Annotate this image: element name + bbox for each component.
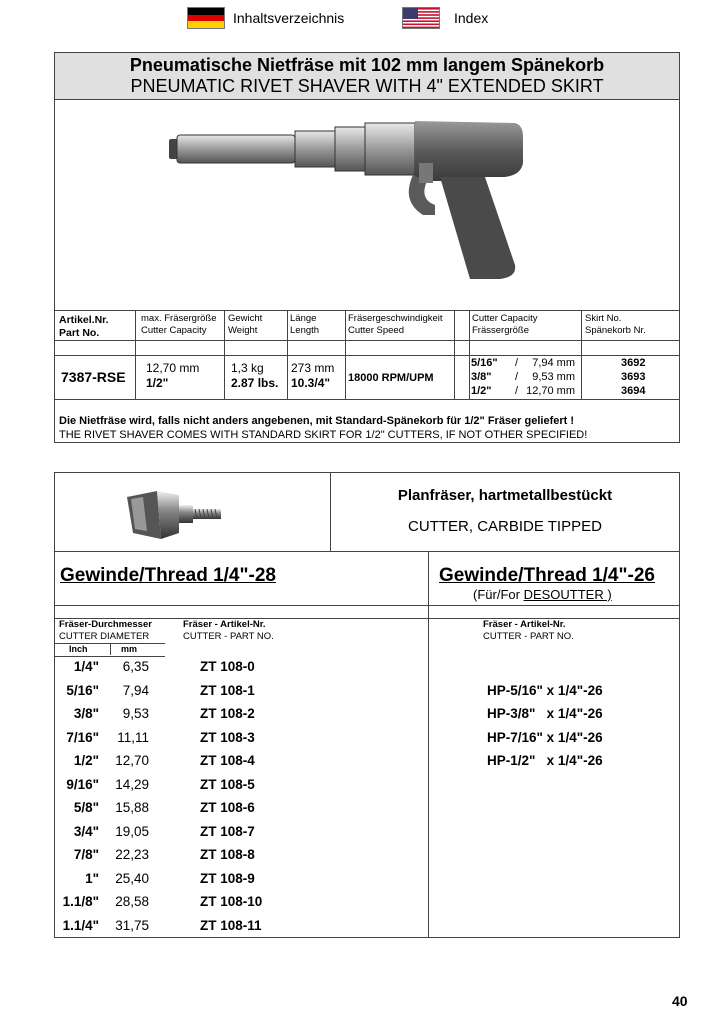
cutter-row: [55, 679, 679, 703]
cutter-inch: 1/2": [73, 753, 99, 768]
cutter-row: [55, 655, 679, 679]
cutter-part-number: ZT 108-7: [200, 823, 255, 839]
cutter-row: [55, 867, 679, 891]
cutter-inch: 1.1/4": [62, 917, 99, 933]
cutter-title-en: CUTTER, CARBIDE TIPPED: [408, 518, 602, 535]
header-part-en: Part No.: [59, 327, 100, 339]
skirt-number: 3694: [621, 385, 646, 397]
cutter-part-number: ZT 108-10: [200, 894, 263, 909]
desoutter-part-number: HP-1/2" x 1/4"-26: [487, 753, 603, 768]
cap-in: 1/2": [146, 376, 169, 390]
col-diam-en: CUTTER DIAMETER: [59, 631, 150, 642]
header-cap-en: Cutter Capacity: [141, 325, 207, 336]
capacity-mm: 12,70 mm: [526, 385, 575, 397]
capacity-inch: 1/2": [471, 385, 492, 397]
capacity-inch: 5/16": [471, 357, 498, 369]
cutter-part-number: ZT 108-1: [200, 682, 255, 698]
header-cap-de: max. Fräsergröße: [141, 313, 217, 324]
header-skirt-de: Spänekorb Nr.: [585, 325, 646, 336]
col-part-de: Fräser - Artikel-Nr.: [183, 619, 266, 630]
capacity-sep: /: [515, 371, 519, 383]
cutter-part-number: ZT 108-6: [200, 800, 255, 815]
cutter-inch: 9/16": [66, 776, 99, 792]
col-part-en: CUTTER - PART NO.: [183, 631, 274, 642]
weight-kg: 1,3 kg: [231, 361, 264, 375]
rivet-shaver-image: [165, 115, 525, 305]
cutter-inch: 3/4": [73, 823, 99, 839]
cutter-mm: 25,40: [115, 870, 149, 886]
header-length-de: Länge: [290, 313, 317, 324]
cutter-mm: 28,58: [115, 894, 149, 909]
capacity-row: [471, 384, 661, 398]
title-bar: [55, 53, 679, 100]
header-ccap-en: Cutter Capacity: [472, 313, 538, 324]
header-speed-en: Cutter Speed: [348, 325, 404, 336]
cutter-part-number: ZT 108-11: [200, 917, 262, 933]
toc-link[interactable]: Inhaltsverzeichnis: [233, 10, 345, 26]
header-length-en: Length: [290, 325, 320, 336]
cutter-part-number: ZT 108-9: [200, 870, 255, 886]
cutter-part-number: ZT 108-2: [200, 706, 255, 721]
skirt-number: 3693: [621, 371, 646, 383]
cutter-row: [55, 914, 679, 938]
rivet-shaver-panel: [54, 52, 680, 443]
cutter-row: [55, 890, 679, 914]
cutter-inch: 5/16": [66, 682, 99, 698]
cutter-row: [55, 702, 679, 726]
cutter-mm: 15,88: [115, 800, 149, 815]
cutter-title-de: Planfräser, hartmetallbestückt: [397, 487, 613, 504]
skirt-number: 3692: [621, 357, 646, 369]
cutter-mm: 7,94: [122, 682, 149, 698]
cutter-part-number: ZT 108-8: [200, 847, 255, 862]
cutter-mm: 9,53: [122, 706, 149, 721]
cutter-row: [55, 796, 679, 820]
cutter-part-number: ZT 108-5: [200, 776, 255, 792]
product-title-en: PNEUMATIC RIVET SHAVER WITH 4" EXTENDED SKIRT: [130, 76, 604, 96]
note-de: Die Nietfräse wird, falls nicht anders angebenen, mit Standard-Spänekorb für 1/2" Fräser geliefert !: [59, 415, 575, 427]
cutter-image: [123, 487, 233, 543]
desoutter-label: DESOUTTER ): [523, 587, 612, 602]
capacity-mm: 9,53 mm: [532, 371, 575, 383]
header-weight-en: Weight: [228, 325, 258, 336]
cutter-inch: 7/8": [73, 847, 99, 862]
us-flag-icon[interactable]: [402, 7, 440, 29]
cutter-speed: 18000 RPM/UPM: [348, 372, 434, 384]
cutter-mm: 31,75: [115, 917, 149, 933]
cutter-row: [55, 843, 679, 867]
unit-inch: Inch: [69, 644, 88, 654]
cutter-mm: 19,05: [115, 823, 149, 839]
cutter-inch: 1.1/8": [62, 894, 99, 909]
cutter-panel: [54, 472, 680, 938]
german-flag-icon[interactable]: [187, 7, 225, 29]
cutter-part-number: ZT 108-0: [200, 659, 255, 674]
cutter-mm: 6,35: [122, 659, 149, 674]
length-in: 10.3/4": [291, 376, 331, 390]
cutter-row: [55, 749, 679, 773]
col-diam-de: Fräser-Durchmesser: [59, 619, 152, 630]
cutter-row: [55, 726, 679, 750]
unit-mm: mm: [121, 644, 138, 654]
capacity-sep: /: [515, 385, 519, 397]
cutter-inch: 3/8": [73, 706, 99, 721]
capacity-sep: /: [515, 357, 519, 369]
desoutter-part-number: HP-7/16" x 1/4"-26: [487, 729, 603, 745]
header-skirt-en: Skirt No.: [585, 313, 622, 324]
part-number: 7387-RSE: [61, 369, 126, 385]
cutter-inch: 5/8": [73, 800, 99, 815]
note-en: THE RIVET SHAVER COMES WITH STANDARD SKIRT FOR 1/2" CUTTERS, IF NOT OTHER SPECIFIED!: [59, 429, 588, 441]
header-part-de: Artikel.Nr.: [59, 314, 109, 326]
header-speed-de: Fräsergeschwindigkeit: [348, 313, 443, 324]
col-part2-en: CUTTER - PART NO.: [483, 631, 574, 642]
desoutter-part-number: HP-3/8" x 1/4"-26: [487, 706, 603, 721]
desoutter-part-number: HP-5/16" x 1/4"-26: [487, 682, 603, 698]
header-weight-de: Gewicht: [228, 313, 263, 324]
header-ccap-de: Frässergröße: [472, 325, 530, 336]
col-part2-de: Fräser - Artikel-Nr.: [483, 619, 566, 630]
cap-mm: 12,70 mm: [146, 361, 200, 375]
right-thread-heading: Gewinde/Thread 1/4"-26: [439, 565, 655, 586]
capacity-inch: 3/8": [471, 371, 492, 383]
capacity-row: [471, 356, 661, 370]
weight-lbs: 2.87 lbs.: [231, 376, 279, 390]
product-title-de: Pneumatische Nietfräse mit 102 mm langem Spänekorb: [129, 55, 605, 75]
cutter-part-number: ZT 108-3: [200, 729, 255, 745]
index-link[interactable]: Index: [454, 10, 489, 26]
cutter-mm: 12,70: [115, 753, 149, 768]
cutter-mm: 22,23: [115, 847, 149, 862]
cutter-inch: 1/4": [73, 659, 99, 674]
cutter-row: [55, 773, 679, 797]
cutter-row: [55, 820, 679, 844]
left-thread-heading: Gewinde/Thread 1/4"-28: [60, 565, 276, 586]
cutter-mm: 11,11: [117, 729, 149, 745]
capacity-row: [471, 370, 661, 384]
length-mm: 273 mm: [291, 361, 335, 375]
page-number: 40: [672, 993, 688, 1009]
capacity-mm: 7,94 mm: [532, 357, 575, 369]
cutter-part-number: ZT 108-4: [200, 753, 255, 768]
cutter-inch: 1": [85, 870, 99, 886]
right-subheading: (Für/For: [473, 587, 524, 602]
cutter-mm: 14,29: [115, 776, 149, 792]
cutter-inch: 7/16": [66, 729, 99, 745]
